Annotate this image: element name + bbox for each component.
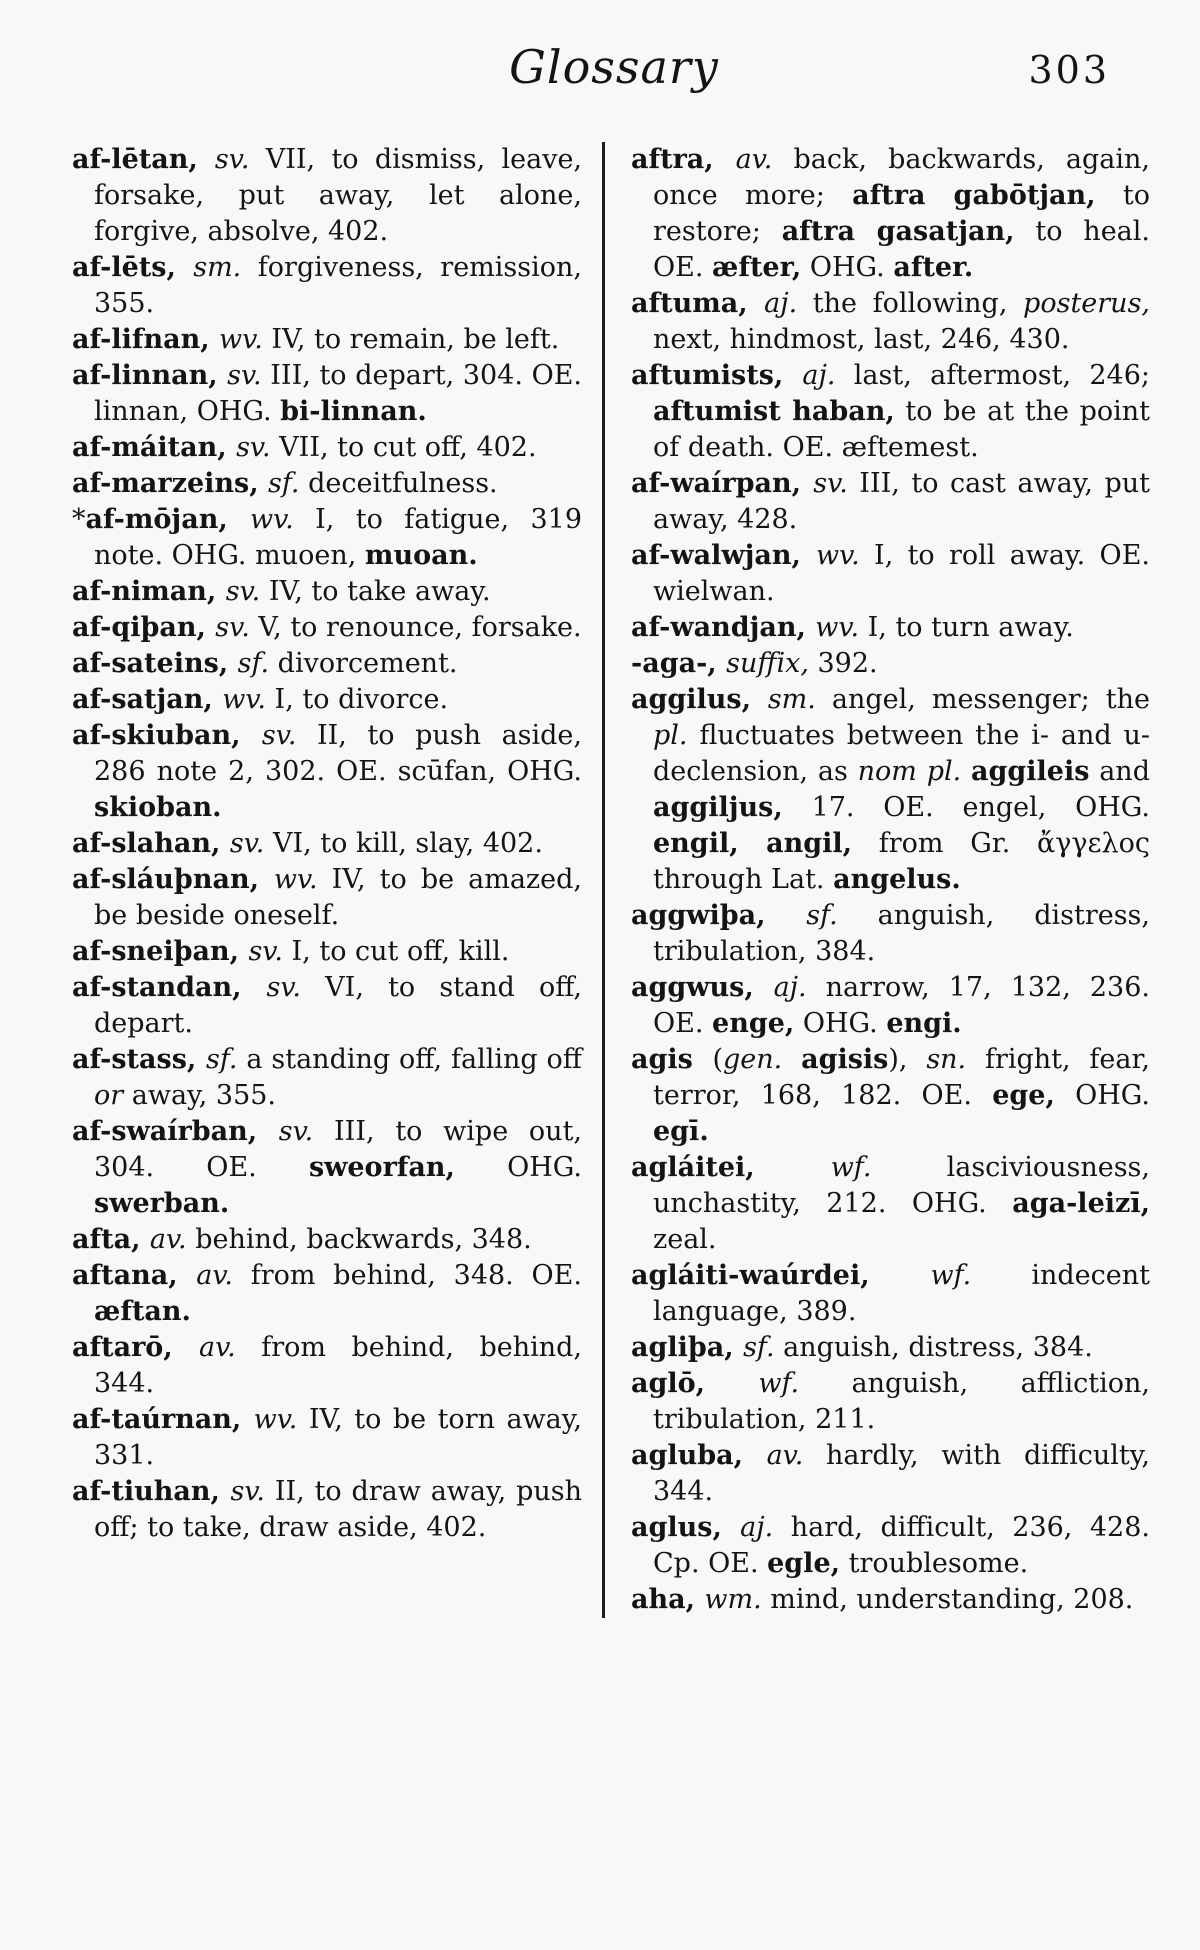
text-run: sv. [266,972,302,1003]
glossary-entry-af-swairban [72,1114,582,1222]
text-run: troublesome. [840,1548,1029,1579]
text-run: wv. [815,612,860,643]
text-run: æftan. [94,1296,191,1327]
text-run: af-standan, [72,972,267,1003]
text-run: gen. [723,1044,783,1075]
text-run: af-taúrnan, [72,1404,254,1435]
glossary-entry-af-sateins [72,646,582,682]
text-run: aha, [631,1584,705,1615]
text-run: agluba, [631,1440,767,1471]
text-run: behind, backwards, 348. [186,1224,532,1255]
glossary-entry-af-lets [72,250,582,322]
glossary-entry-aftra [631,142,1150,286]
text-run: enge, [712,1008,795,1039]
text-run: or [94,1080,124,1111]
text-run: af-tiuhan, [72,1476,231,1507]
text-run: I, to fatigue, 319 note. OHG. muoen, [94,504,583,571]
glossary-entry-af-lifnan [72,322,582,358]
text-run: III, to wipe out, 304. OE. [94,1116,583,1183]
text-run: wv. [249,504,294,535]
glossary-entry-aftumists [631,358,1150,466]
text-run: OHG. [794,1008,887,1039]
text-run: av. [735,144,773,175]
text-run: I, to cut off, kill. [282,936,510,967]
text-run: aftra gabōtjan, [852,180,1096,211]
text-run: af-waírpan, [631,468,814,499]
text-run: sv. [230,1476,266,1507]
text-run: sv. [229,828,265,859]
text-run: narrow, 17, 132, 236. OE. [653,972,1150,1039]
glossary-entry-agli-a [631,1330,1150,1366]
glossary-entry-aglaiti-waurdei [631,1258,1150,1330]
text-run: anguish, distress, 384. [774,1332,1093,1363]
glossary-columns [0,142,1200,1618]
text-run: av. [196,1260,233,1291]
text-run: aj. [764,288,798,319]
text-run: IV, to take away. [260,576,491,607]
text-run: ), [888,1044,927,1075]
glossary-entry-af-niman [72,574,582,610]
text-run: after. [893,252,974,283]
text-run: from behind, behind, 344. [94,1332,582,1399]
text-run: sm. [193,252,242,283]
text-run: af-lētan, [72,144,215,175]
text-run: VII, to dismiss, leave, forsake, put away, let alone, forgive, absolve, 402. [94,144,583,247]
text-run: engil, angil, [653,828,853,859]
glossary-entry-af-taurnan [72,1402,582,1474]
text-run: af-sneiþan, [72,936,249,967]
text-run: deceitfulness. [299,468,498,499]
text-run: anguish, distress, tribulation, 384. [653,900,1150,967]
glossary-entry-agluba [631,1438,1150,1510]
text-run: mind, understanding, 208. [761,1584,1134,1615]
text-run: af-skiuban, [72,720,262,751]
text-run [782,1044,801,1075]
text-run: aj. [740,1512,774,1543]
text-run: af-walwjan, [631,540,816,571]
text-run: aftra, [631,144,736,175]
text-run: agisis [801,1044,889,1075]
text-run: I, to divorce. [265,684,449,715]
text-run: egī. [653,1116,709,1147]
page-number: 303 [1028,48,1110,92]
text-run: divorcement. [269,648,458,679]
text-run: aftarō, [72,1332,199,1363]
text-run: sweorfan, [308,1152,455,1183]
glossary-entry-af-snei-an [72,934,582,970]
glossary-entry-af-wandjan [631,610,1150,646]
glossary-entry-aggilus [631,682,1150,898]
text-run: 17. OE. engel, OHG. [782,792,1150,823]
text-run: aftana, [72,1260,197,1291]
text-run: sm. [767,684,816,715]
text-run: posterus, [1023,288,1151,319]
text-run: agláiti-waúrdei, [631,1260,931,1291]
text-run: VII, to cut off, 402. [270,432,537,463]
text-run: af-marzeins, [72,468,269,499]
text-run: bi-linnan. [280,396,427,427]
text-run: 392. [808,648,878,679]
text-run: sn. [926,1044,967,1075]
text-run: I, to roll away. OE. wielwan. [653,540,1150,607]
text-run: a standing off, falling off [237,1044,582,1075]
glossary-entry-agis [631,1042,1150,1150]
text-run: angelus. [833,864,961,895]
text-run: wv. [273,864,318,895]
text-run: skioban. [94,792,222,823]
text-run: sv. [214,144,250,175]
text-run: OHG. [801,252,894,283]
text-run: wf. [930,1260,972,1291]
glossary-entry-aha [631,1582,1150,1618]
text-run: fright, fear, terror, 168, 182. OE. [653,1044,1151,1111]
text-run: IV, to be amazed, be beside oneself. [94,864,582,931]
text-run: -aga-, [631,648,727,679]
text-run: wf. [830,1152,872,1183]
text-run: sv. [248,936,283,967]
text-run: fluctuates between the i- and u-declension, as [653,720,1150,787]
text-run: suffix, [726,648,809,679]
glossary-column-right [602,142,1150,1618]
text-run: sf. [206,1044,238,1075]
text-run: ( [712,1044,724,1075]
text-run: af-sateins, [72,648,238,679]
text-run: aggwiþa, [631,900,807,931]
text-run: av. [199,1332,236,1363]
text-run: av. [766,1440,804,1471]
text-run: V, to renounce, forsake. [249,612,582,643]
text-run: from behind, 348. OE. [232,1260,582,1291]
text-run: engi. [886,1008,962,1039]
text-run: wv. [253,1404,298,1435]
text-run: af-slahan, [72,828,230,859]
glossary-entry-af-satjan [72,682,582,718]
text-run: sv. [236,432,271,463]
text-run: af-linnan, [72,360,228,391]
text-run: I, to turn away. [859,612,1074,643]
text-run [961,756,971,787]
glossary-entry-aftaro [72,1330,582,1402]
text-run: to restore; [653,180,1150,247]
glossary-entry-aglus [631,1510,1150,1582]
text-run: aftumist haban, [653,396,895,427]
text-run: OHG. [454,1152,582,1183]
glossary-entry-aggwi-a [631,898,1150,970]
text-run: II, to draw away, push off; to take, draw aside, 402. [94,1476,582,1543]
text-run: next, hindmost, last, 246, 430. [653,324,1070,355]
glossary-entry-aglo [631,1366,1150,1438]
text-run: aglus, [631,1512,741,1543]
text-run: af-lēts, [72,252,194,283]
glossary-entry-afta [72,1222,582,1258]
text-run: VI, to stand off, depart. [94,972,582,1039]
text-run: af-satjan, [72,684,223,715]
glossary-entry-af-skiuban [72,718,582,826]
text-run: muoan. [364,540,478,571]
text-run: IV, to be torn away, 331. [94,1404,582,1471]
text-run: back, backwards, again, once more; [653,144,1150,211]
text-run: zeal. [653,1224,717,1255]
text-run: angel, messenger; the [815,684,1150,715]
text-run: aggilus, [631,684,768,715]
text-run: nom pl. [857,756,962,787]
text-run: æfter, [712,252,802,283]
text-run: anguish, affliction, tribulation, 211. [653,1368,1150,1435]
text-run: sv. [278,1116,314,1147]
glossary-entry-af-wairpan [631,466,1150,538]
text-run: hard, difficult, 236, 428. Cp. OE. [653,1512,1150,1579]
text-run: sf. [806,900,838,931]
text-run: and [1089,756,1150,787]
text-run: agliþa, [631,1332,744,1363]
text-run: to be at the point of death. OE. æftemest. [653,396,1151,463]
text-run: ege, [992,1080,1055,1111]
text-run: * [72,504,86,535]
text-run: to heal. OE. [653,216,1150,283]
glossary-entry-aggwus [631,970,1150,1042]
text-run: av. [149,1224,187,1255]
glossary-entry-af-walwjan [631,538,1150,610]
glossary-entry-af-slahan [72,826,582,862]
text-run: OHG. [1054,1080,1150,1111]
text-run: afta, [72,1224,150,1255]
text-run: indecent language, 389. [653,1260,1150,1327]
text-run: sv. [215,612,250,643]
text-run: aftra gasatjan, [781,216,1015,247]
text-run: aglō, [631,1368,759,1399]
text-run: away, 355. [123,1080,277,1111]
text-run: IV, to remain, be left. [262,324,560,355]
text-run: af-qiþan, [72,612,216,643]
text-run: af-swaírban, [72,1116,279,1147]
text-run: from Gr. ἄγγελος through Lat. [653,828,1150,895]
text-run: swerban. [94,1188,230,1219]
text-run: lasciviousness, unchastity, 212. OHG. [653,1152,1150,1219]
glossary-entry-af-stass [72,1042,582,1114]
text-run: hardly, with difficulty, 344. [653,1440,1150,1507]
text-run: wv. [219,324,263,355]
text-run: af-wandjan, [631,612,816,643]
text-run: wv. [816,540,860,571]
glossary-entry-af-slau-nan [72,862,582,934]
glossary-entry-af-marzeins [72,466,582,502]
text-run: sv. [261,720,297,751]
glossary-entry-af-standan [72,970,582,1042]
text-run: aggwus, [631,972,774,1003]
text-run: aftumists, [631,360,803,391]
glossary-entry-aftana [72,1258,582,1330]
text-run: sv. [813,468,848,499]
text-run: last, aftermost, 246; [835,360,1150,391]
glossary-entry-af-linnan [72,358,582,430]
text-run: af-sláuþnan, [72,864,274,895]
glossary-entry-af-maitan [72,430,582,466]
text-run: af-máitan, [72,432,237,463]
glossary-column-left [72,142,602,1618]
text-run: pl. [653,720,688,751]
text-run: sv. [227,360,262,391]
glossary-entry-aftuma [631,286,1150,358]
text-run: aggileis [971,756,1090,787]
text-run: aftuma, [631,288,765,319]
text-run: agláitei, [631,1152,831,1183]
glossary-entry-af-letan [72,142,582,250]
text-run: wf. [758,1368,800,1399]
text-run: aj. [802,360,836,391]
text-run: VI, to kill, slay, 402. [264,828,543,859]
text-run: wm. [704,1584,762,1615]
text-run: sv. [225,576,261,607]
glossary-entry-aga [631,646,1150,682]
text-run: sf. [237,648,270,679]
page-header [0,0,1200,116]
text-run: wv. [222,684,266,715]
text-run: forgiveness, remission, 355. [94,252,582,319]
text-run: af-stass, [72,1044,207,1075]
text-run: II, to push aside, 286 note 2, 302. OE. scūfan, OHG. [94,720,582,787]
text-run: aj. [773,972,807,1003]
text-run: af-lifnan, [72,324,220,355]
glossary-entry-af-tiuhan [72,1474,582,1546]
text-run: sf. [268,468,300,499]
text-run: egle, [767,1548,841,1579]
text-run: agis [631,1044,713,1075]
text-run: III, to cast away, put away, 428. [653,468,1150,535]
page-title: Glossary [509,40,719,94]
text-run: the following, [797,288,1024,319]
glossary-entry-af-qi-an [72,610,582,646]
text-run: aggiljus, [653,792,783,823]
text-run: III, to depart, 304. OE. linnan, OHG. [94,360,582,427]
text-run: af-mōjan, [85,504,250,535]
glossary-entry-aglaitei [631,1150,1150,1258]
glossary-entry-af-mojan [72,502,582,574]
text-run: aga-leizī, [1012,1188,1150,1219]
text-run: af-niman, [72,576,226,607]
text-run: sf. [743,1332,775,1363]
